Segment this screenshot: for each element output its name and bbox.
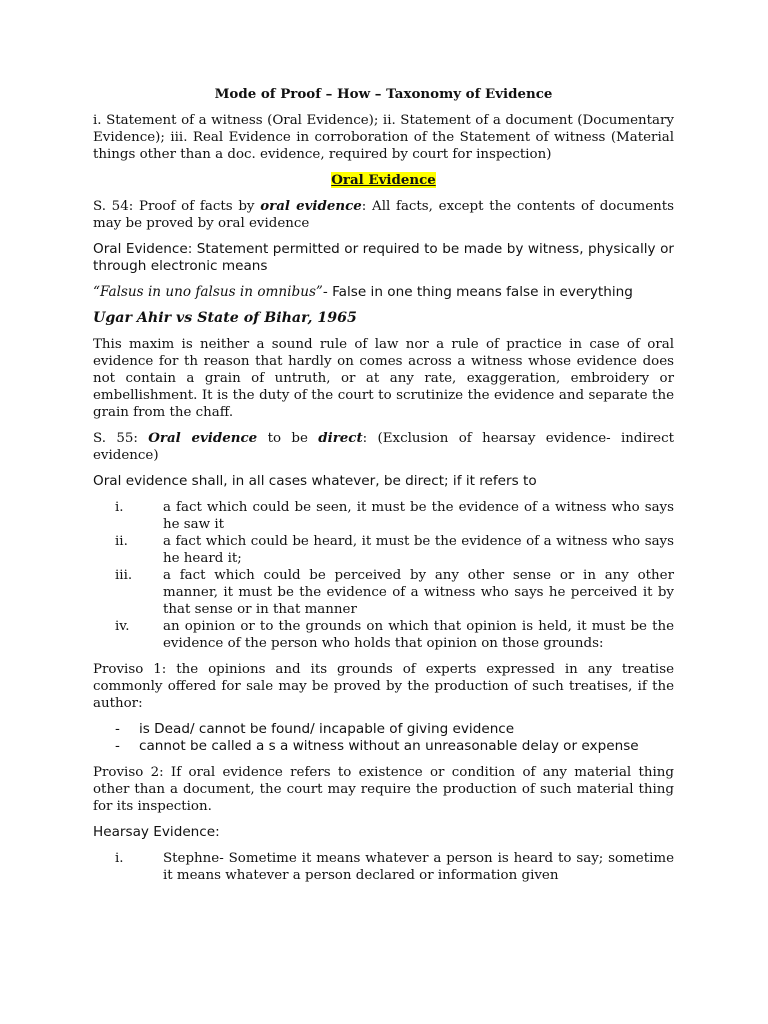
s54-emphasis: oral evidence	[260, 198, 362, 214]
list-item-text: a fact which could be heard, it must be the evidence of a witness who says he heard it;	[163, 534, 674, 566]
document-page	[93, 86, 674, 893]
oral-evidence-heading-wrap	[93, 172, 674, 189]
s55-emphasis-oral: Oral evidence	[148, 430, 258, 446]
s55-emphasis-direct: direct	[318, 430, 363, 446]
list-number: ii.	[115, 534, 128, 549]
list-number: iv.	[115, 619, 130, 634]
oral-evidence-definition: Oral Evidence: Statement permitted or required to be made by witness, physically or through electronic means	[93, 241, 674, 274]
direct-list	[93, 499, 674, 652]
maxim-meaning: - False in one thing means false in everything	[322, 284, 633, 300]
hearsay-heading: Hearsay Evidence:	[93, 824, 220, 840]
list-dash: -	[115, 721, 120, 737]
case-paragraph: This maxim is neither a sound rule of law nor a rule of practice in case of oral evidence for th reason that hardly on comes across a witness whose evidence does not contain a grain of untruth, or at any rate, exaggeration, embroidery or embellishment. It is the duty of the court to scrutinize the evidence and separate the grain from the chaff.	[93, 337, 674, 420]
s55-middle: to be	[257, 431, 319, 446]
intro-paragraph: i. Statement of a witness (Oral Evidence); ii. Statement of a document (Documentary Evidence); iii. Real Evidence in corroboration of the Statement of witness (Material things other than a doc. evidence, required by court for inspection)	[93, 113, 674, 162]
list-item-text: an opinion or to the grounds on which that opinion is held, it must be the evidence of the person who holds that opinion on those grounds:	[163, 619, 674, 651]
list-number: i.	[115, 500, 124, 515]
list-item	[93, 850, 674, 884]
list-dash: -	[115, 738, 120, 754]
list-item	[93, 499, 674, 533]
proviso-2: Proviso 2: If oral evidence refers to existence or condition of any material thing other than a document, the court may require the production of such material thing for its inspection.	[93, 765, 674, 814]
list-item-text: is Dead/ cannot be found/ incapable of giving evidence	[139, 721, 515, 737]
section-54-paragraph	[93, 198, 674, 232]
list-item-text: Stephne- Sometime it means whatever a person is heard to say; sometime it means whatever a person declared or information given	[163, 851, 674, 883]
list-number: i.	[115, 851, 124, 866]
document-title: Mode of Proof – How – Taxonomy of Evidence	[214, 86, 553, 102]
maxim-line	[93, 284, 674, 301]
case-name: Ugar Ahir vs State of Bihar, 1965	[93, 310, 357, 326]
list-number: iii.	[115, 568, 133, 583]
list-item	[93, 618, 674, 652]
s54-prefix: S. 54: Proof of facts by	[93, 199, 261, 214]
list-item-text: a fact which could be perceived by any other sense or in any other manner, it must be the evidence of a witness who says he perceived it by that sense or in that manner	[163, 568, 674, 617]
list-item	[93, 721, 674, 738]
list-item-text: cannot be called a s a witness without an unreasonable delay or expense	[139, 738, 639, 754]
list-item	[93, 533, 674, 567]
s54-suffix: : All facts, except the contents of documents may be proved by oral evidence	[93, 199, 674, 231]
list-item	[93, 567, 674, 618]
list-item-text: a fact which could be seen, it must be the evidence of a witness who says he saw it	[163, 500, 674, 532]
oral-evidence-heading: Oral Evidence	[331, 172, 436, 188]
s55-prefix: S. 55:	[93, 431, 149, 446]
hearsay-list	[93, 850, 674, 884]
proviso-1-list	[93, 721, 674, 755]
section-55-paragraph	[93, 430, 674, 464]
proviso-1: Proviso 1: the opinions and its grounds of experts expressed in any treatise commonly offered for sale may be proved by the production of such treatises, if the author:	[93, 662, 674, 711]
direct-intro: Oral evidence shall, in all cases whatever, be direct; if it refers to	[93, 473, 537, 489]
s55-suffix: : (Exclusion of hearsay evidence- indirect evidence)	[93, 431, 674, 463]
list-item	[93, 738, 674, 755]
maxim-latin: “Falsus in uno falsus in omnibus”	[93, 284, 323, 300]
